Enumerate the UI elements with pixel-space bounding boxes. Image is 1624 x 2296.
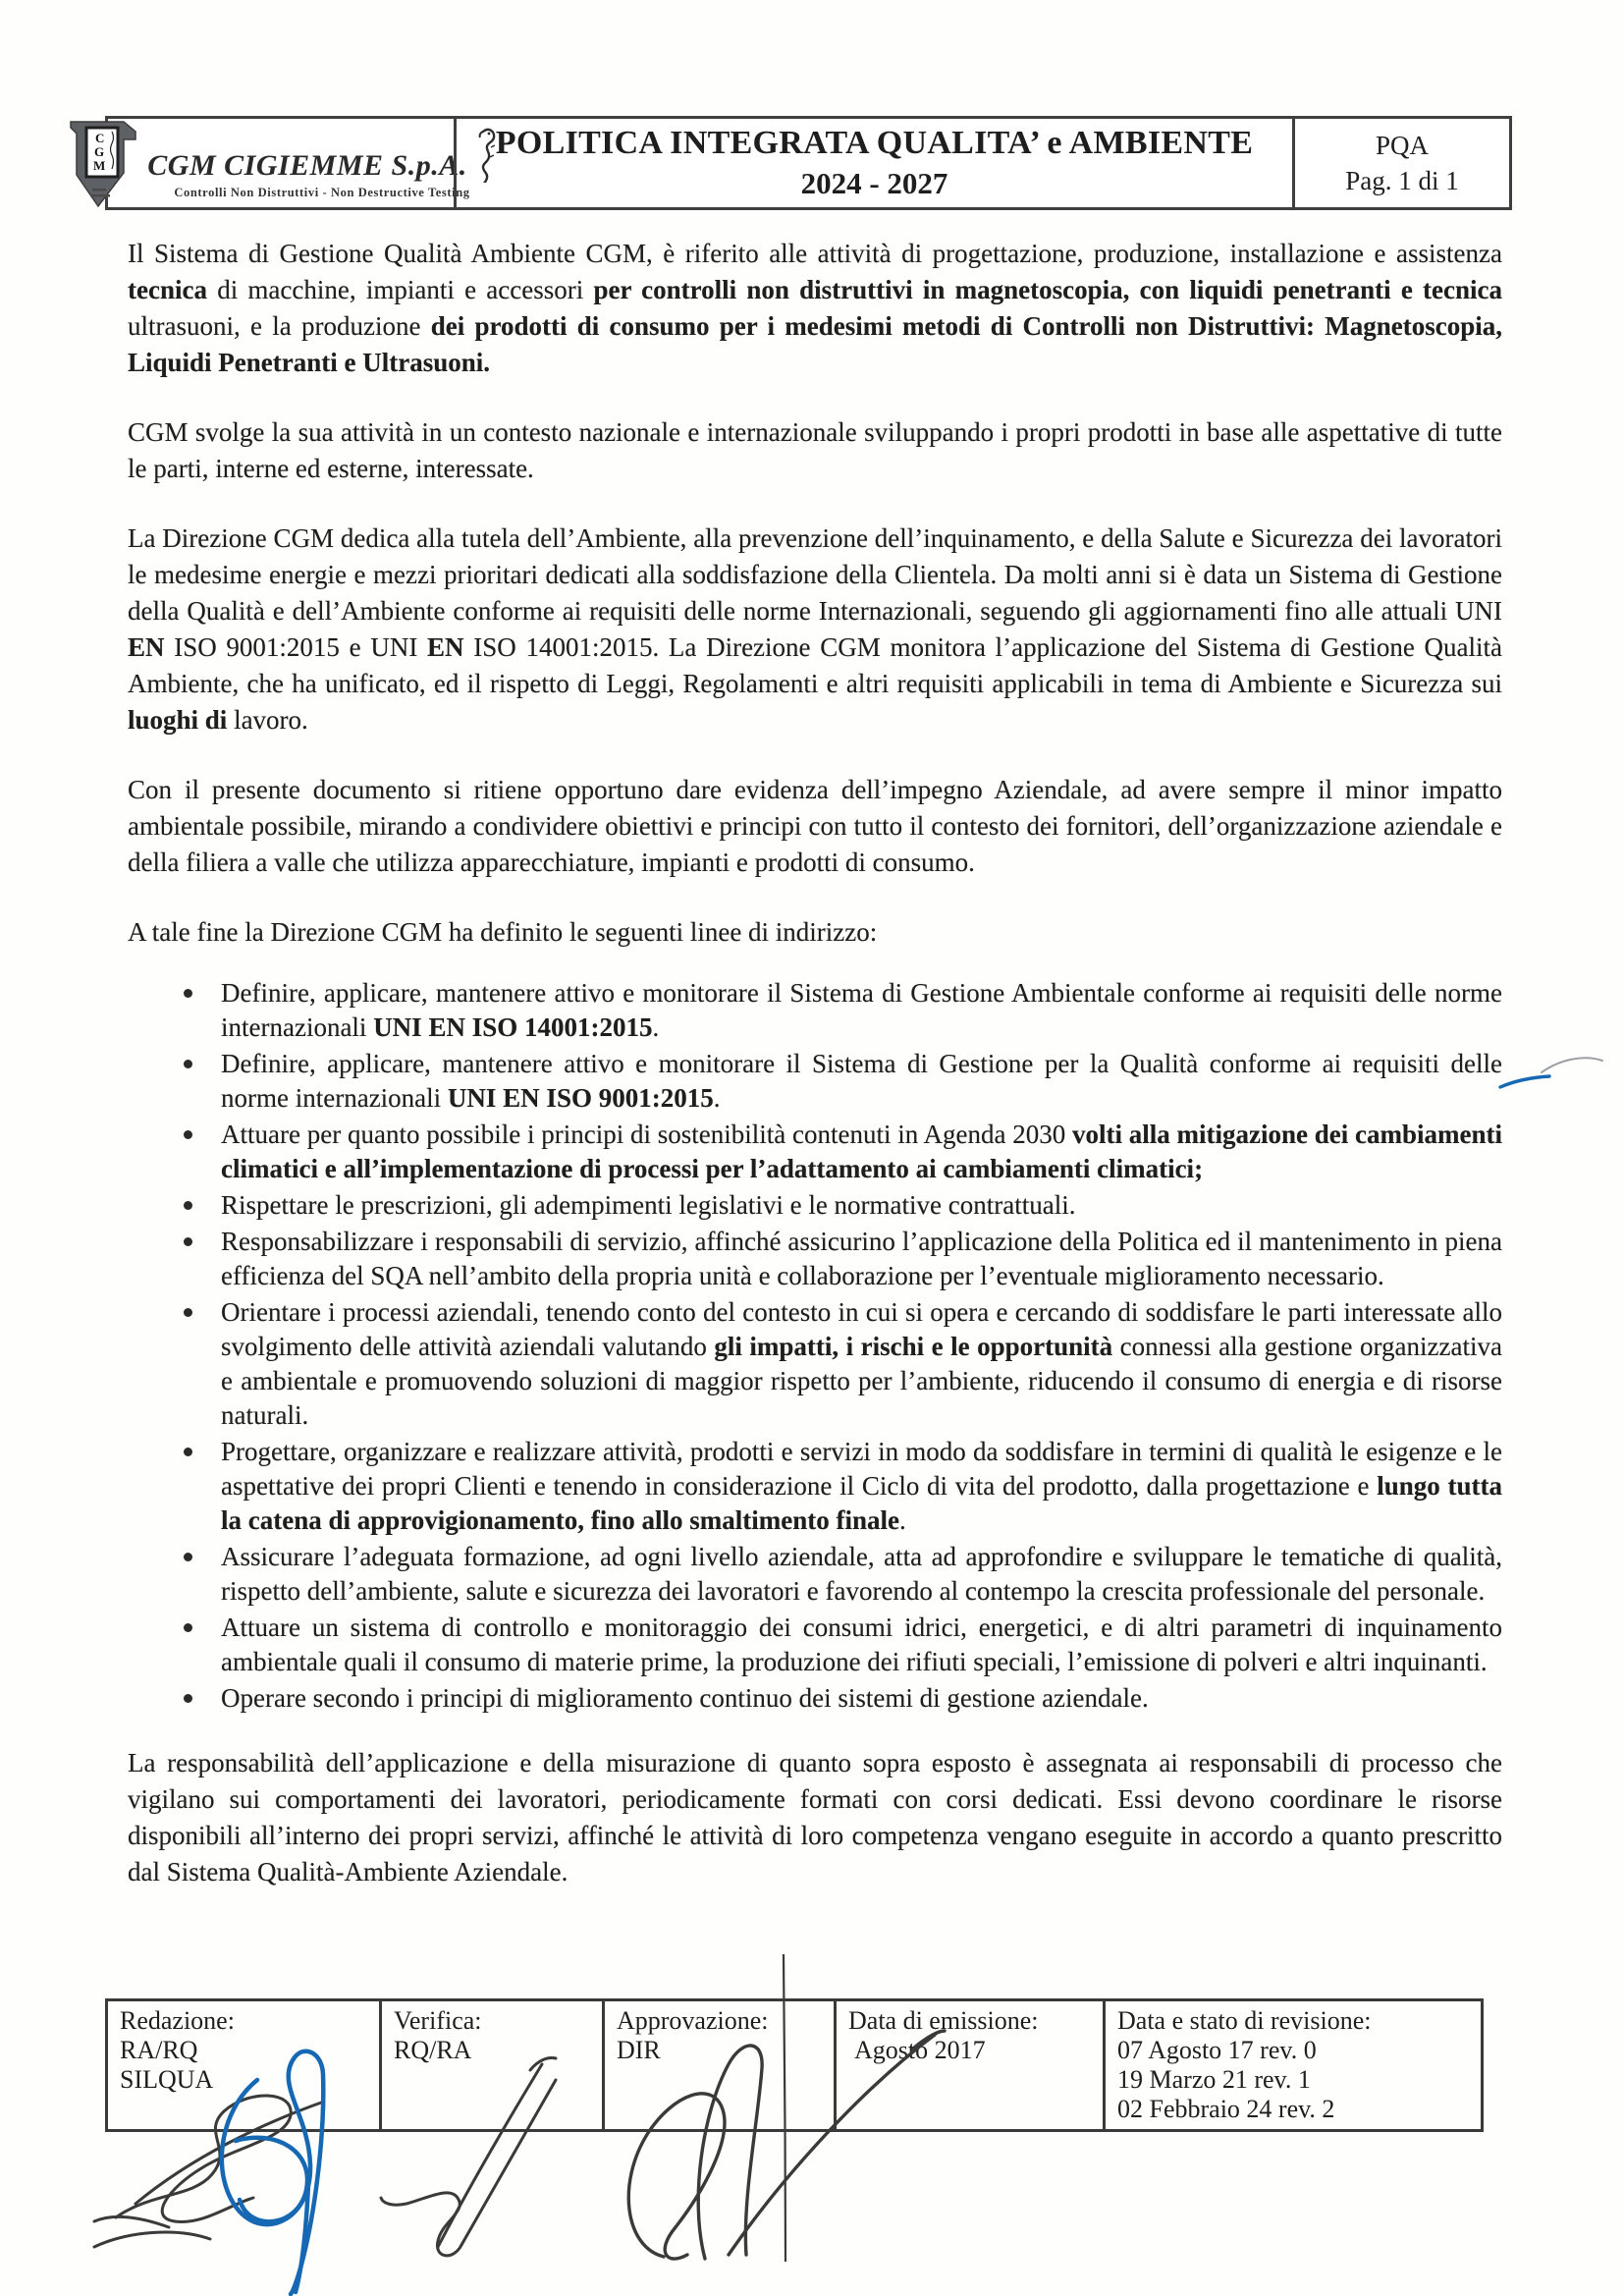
pen-mark-blue-dash	[1500, 1076, 1549, 1087]
bullet-item: Responsabilizzare i responsabili di servizio, affinché assicurino l’applicazione della Politica ed il mantenimento in piena efficienza del SQA nell’ambito della propria unità e collaborazione per l’eventuale miglioramento necessario.	[128, 1225, 1502, 1293]
footer-cell	[602, 2001, 834, 2129]
document-title: POLITICA INTEGRATA QUALITA’ e AMBIENTE	[495, 125, 1254, 161]
document-header	[93, 116, 1512, 210]
bullet-item: Attuare per quanto possibile i principi di sostenibilità contenuti in Agenda 2030 volti alla mitigazione dei cambiamenti climatici e all’implementazione di processi per l’adattamento ai cambiamenti climatici;	[128, 1118, 1502, 1186]
footer-value: SILQUA	[120, 2065, 214, 2094]
logo-cell	[93, 119, 470, 207]
footer-label: Verifica:	[394, 2006, 482, 2035]
bullet-item: Assicurare l’adeguata formazione, ad ogni livello aziendale, atta ad approfondire e sviluppare le tematiche di qualità, rispetto dell’ambiente, salute e sicurezza dei lavoratori e favorendo al contempo la crescita professionale del personale.	[128, 1540, 1502, 1609]
document-period: 2024 - 2027	[800, 166, 948, 200]
page-number: Pag. 1 di 1	[1345, 166, 1459, 195]
bullet-item: Orientare i processi aziendali, tenendo conto del contesto in cui si opera e cercando di soddisfare le parti interessate allo svolgimento delle attività aziendali valutando gli impatti, i rischi e le opportunità connessi alla gestione organizzativa e ambientale e promuovendo soluzioni di maggior rispetto per l’ambiente, riducendo il consumo di energia e di risorse naturali.	[128, 1295, 1502, 1433]
bullet-item: Rispettare le prescrizioni, gli adempimenti legislativi e le normative contrattuali.	[128, 1188, 1502, 1223]
paragraph: Con il presente documento si ritiene opportuno dare evidenza dell’impegno Aziendale, ad avere sempre il minor impatto ambientale possibile, mirando a condividere obiettivi e principi con tutto il contesto dei fornitori, dell’organizzazione aziendale e della filiera a valle che utilizza apparecchiature, impianti e prodotti di consumo.	[128, 775, 1502, 877]
footer-label: Redazione:	[120, 2006, 235, 2035]
footer-cell	[108, 2001, 379, 2129]
intro-paragraphs	[128, 236, 1502, 951]
bullet-item: Definire, applicare, mantenere attivo e monitorare il Sistema di Gestione Ambientale conforme ai requisiti delle norme internazionali UNI EN ISO 14001:2015.	[128, 976, 1502, 1045]
approval-table	[105, 1998, 1484, 2132]
company-name: CGM CIGIEMME S.p.A.	[147, 149, 467, 182]
bullet-item: Attuare un sistema di controllo e monitoraggio dei consumi idrici, energetici, e di altri parametri di inquinamento ambientale quali il consumo di materie prime, la produzione dei rifiuti speciali, l’emissione di polveri e altri inquinanti.	[128, 1611, 1502, 1679]
footer-value: 19 Marzo 21 rev. 1	[1117, 2065, 1311, 2094]
footer-value: DIR	[617, 2036, 661, 2064]
footer-cell	[834, 2001, 1103, 2129]
svg-text:M: M	[93, 158, 106, 173]
footer-value: Agosto 2017	[854, 2036, 986, 2064]
bullet-item: Operare secondo i principi di miglioramento continuo dei sistemi di gestione aziendale.	[128, 1681, 1502, 1716]
footer-value: RA/RQ	[120, 2036, 198, 2064]
paragraph: A tale fine la Direzione CGM ha definito le seguenti linee di indirizzo:	[128, 917, 878, 947]
footer-value: 07 Agosto 17 rev. 0	[1117, 2036, 1317, 2064]
footer-cell	[379, 2001, 602, 2129]
company-tagline: Controlli Non Distruttivi - Non Destructive Testing	[174, 186, 470, 199]
footer-label: Data e stato di revisione:	[1117, 2006, 1372, 2035]
paragraph: La responsabilità dell’applicazione e della misurazione di quanto sopra esposto è assegnata ai responsabili di processo che vigilano sui comportamenti dei lavoratori, periodicamente formati con corsi dedicati. Essi devono coordinare le risorse disponibili all’interno dei propri servizi, affinché le attività di loro competenza vengano eseguite in accordo a quanto prescritto dal Sistema Qualità-Ambiente Aziendale.	[128, 1748, 1502, 1886]
footer-label: Data di emissione:	[848, 2006, 1039, 2035]
doc-code: PQA	[1375, 131, 1429, 160]
pen-mark-gray-curve	[1542, 1058, 1602, 1072]
bullet-item: Definire, applicare, mantenere attivo e monitorare il Sistema di Gestione per la Qualità conforme ai requisiti delle norme internazionali UNI EN ISO 9001:2015.	[128, 1047, 1502, 1116]
svg-text:G: G	[94, 144, 105, 159]
policy-bullet-list	[128, 976, 1502, 1716]
bullet-item: Progettare, organizzare e realizzare attività, prodotti e servizi in modo da soddisfare in termini di qualità le esigenze e le aspettative dei propri Clienti e tenendo in considerazione il Ciclo di vita del prodotto, dalla progettazione e lungo tutta la catena di approvigionamento, fino allo smaltimento finale.	[128, 1435, 1502, 1538]
paragraph: La Direzione CGM dedica alla tutela dell’Ambiente, alla prevenzione dell’inquinamento, e della Salute e Sicurezza dei lavoratori le medesime energie e mezzi prioritari dedicati alla soddisfazione della Clientela. Da molti anni si è data un Sistema di Gestione della Qualità e dell’Ambiente conforme ai requisiti delle norme Internazionali, seguendo gli aggiornamenti fino alle attuali UNI EN ISO 9001:2015 e UNI EN ISO 14001:2015. La Direzione CGM monitora l’applicazione del Sistema di Gestione Qualità Ambiente, che ha unificato, ed il rispetto di Leggi, Regolamenti e altri requisiti applicabili in tema di Ambiente e Sicurezza sui luoghi di lavoro.	[128, 523, 1502, 735]
closing-paragraphs	[128, 1745, 1502, 1890]
footer-value: RQ/RA	[394, 2036, 472, 2064]
paragraph: CGM svolge la sua attività in un contesto nazionale e internazionale sviluppando i propri prodotti in base alle aspettative di tutte le parti, interne ed esterne, interessate.	[128, 417, 1502, 483]
svg-text:C: C	[95, 131, 105, 145]
title-cell	[454, 119, 1295, 207]
doc-code-cell	[1295, 119, 1509, 207]
footer-label: Approvazione:	[617, 2006, 769, 2035]
paragraph: Il Sistema di Gestione Qualità Ambiente CGM, è riferito alle attività di progettazione, produzione, installazione e assistenza tecnica di macchine, impianti e accessori per controlli non distruttivi in magnetoscopia, con liquidi penetranti e tecnica ultrasuoni, e la produzione dei prodotti di consumo per i medesimi metodi di Controlli non Distruttivi: Magnetoscopia, Liquidi Penetranti e Ultrasuoni.	[128, 239, 1503, 377]
footer-cell	[1103, 2001, 1481, 2129]
footer-value: 02 Febbraio 24 rev. 2	[1117, 2095, 1335, 2123]
cgm-logo-mark-icon	[65, 118, 139, 208]
document-body	[128, 236, 1502, 1890]
